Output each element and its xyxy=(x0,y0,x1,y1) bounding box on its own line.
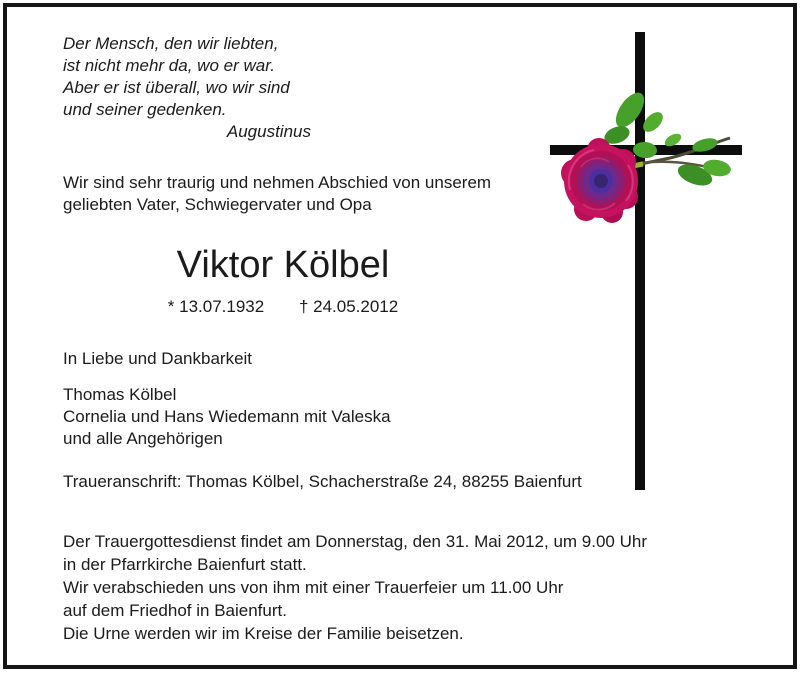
mourners-list xyxy=(63,384,391,450)
mourner-name: Cornelia und Hans Wiedemann mit Valeska xyxy=(63,407,391,426)
quote-line: Der Mensch, den wir liebten, xyxy=(63,34,279,53)
intro-text xyxy=(63,172,533,216)
memorial-quote xyxy=(63,33,313,143)
quote-line: Aber er ist überall, wo wir sind xyxy=(63,78,290,97)
intro-line: geliebten Vater, Schwiegervater und Opa xyxy=(63,195,372,214)
quote-attribution: Augustinus xyxy=(226,122,311,141)
quote-line: ist nicht mehr da, wo er war. xyxy=(63,56,275,75)
deceased-name: Viktor Kölbel xyxy=(176,244,390,286)
service-line: Wir verabschieden uns von ihm mit einer Trauerfeier um 11.00 Uhr xyxy=(63,578,564,597)
mourner-name: Thomas Kölbel xyxy=(63,385,177,404)
quote-line: und seiner gedenken. xyxy=(63,100,227,119)
mourner-name: und alle Angehörigen xyxy=(63,429,223,448)
service-line: auf dem Friedhof in Baienfurt. xyxy=(63,601,287,620)
farewell-text: In Liebe und Dankbarkeit xyxy=(63,349,253,368)
birth-date: * 13.07.1932 xyxy=(167,297,265,316)
cross-rose-graphic xyxy=(545,20,750,500)
death-date: † 24.05.2012 xyxy=(298,297,399,316)
service-line: in der Pfarrkirche Baienfurt statt. xyxy=(63,555,307,574)
cross-icon xyxy=(550,32,742,490)
service-line: Der Trauergottesdienst findet am Donnerstag, den 31. Mai 2012, um 9.00 Uhr xyxy=(63,532,647,551)
life-dates xyxy=(63,297,503,317)
deceased-name-block xyxy=(63,244,503,286)
rose-icon xyxy=(561,88,732,223)
service-line: Die Urne werden wir im Kreise der Familie beisetzen. xyxy=(63,624,464,643)
intro-line: Wir sind sehr traurig und nehmen Abschied von unserem xyxy=(63,173,492,192)
mourning-address: Traueranschrift: Thomas Kölbel, Schacherstraße 24, 88255 Baienfurt xyxy=(63,472,582,491)
service-info xyxy=(63,530,703,645)
